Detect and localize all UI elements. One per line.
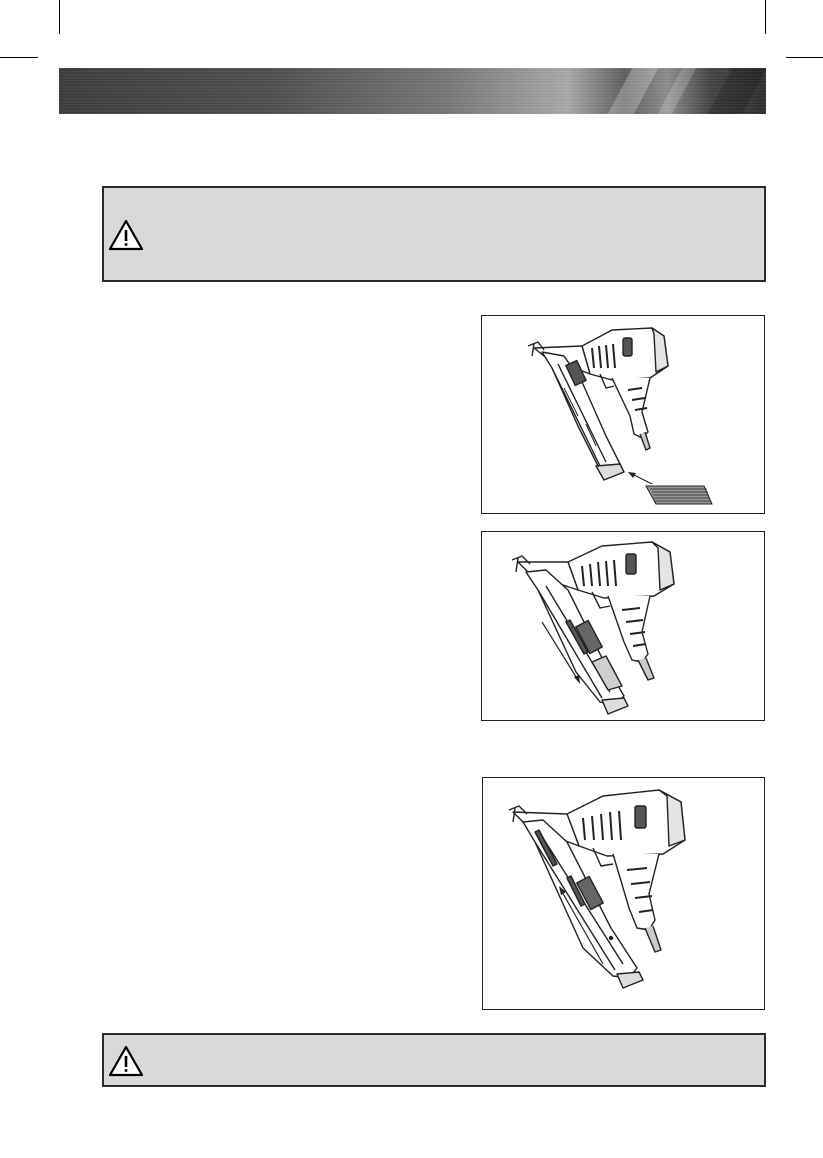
crop-mark <box>765 0 766 34</box>
crop-mark <box>59 0 60 34</box>
warning-box-bottom <box>102 1033 766 1087</box>
nailer-illustration <box>483 778 766 1011</box>
warning-box-top <box>102 186 766 282</box>
crop-mark <box>786 57 823 58</box>
section-header-band <box>59 68 766 114</box>
figure-release-pusher-up <box>482 777 765 1010</box>
nailer-illustration <box>482 316 766 515</box>
warning-triangle-icon <box>108 219 144 251</box>
crop-mark <box>0 57 38 58</box>
figure-load-nail-strip <box>481 315 765 514</box>
nailer-illustration <box>482 532 766 722</box>
nail-strip-icon <box>646 486 712 504</box>
warning-triangle-icon <box>108 1045 144 1077</box>
figure-slide-pusher-down <box>481 531 765 721</box>
